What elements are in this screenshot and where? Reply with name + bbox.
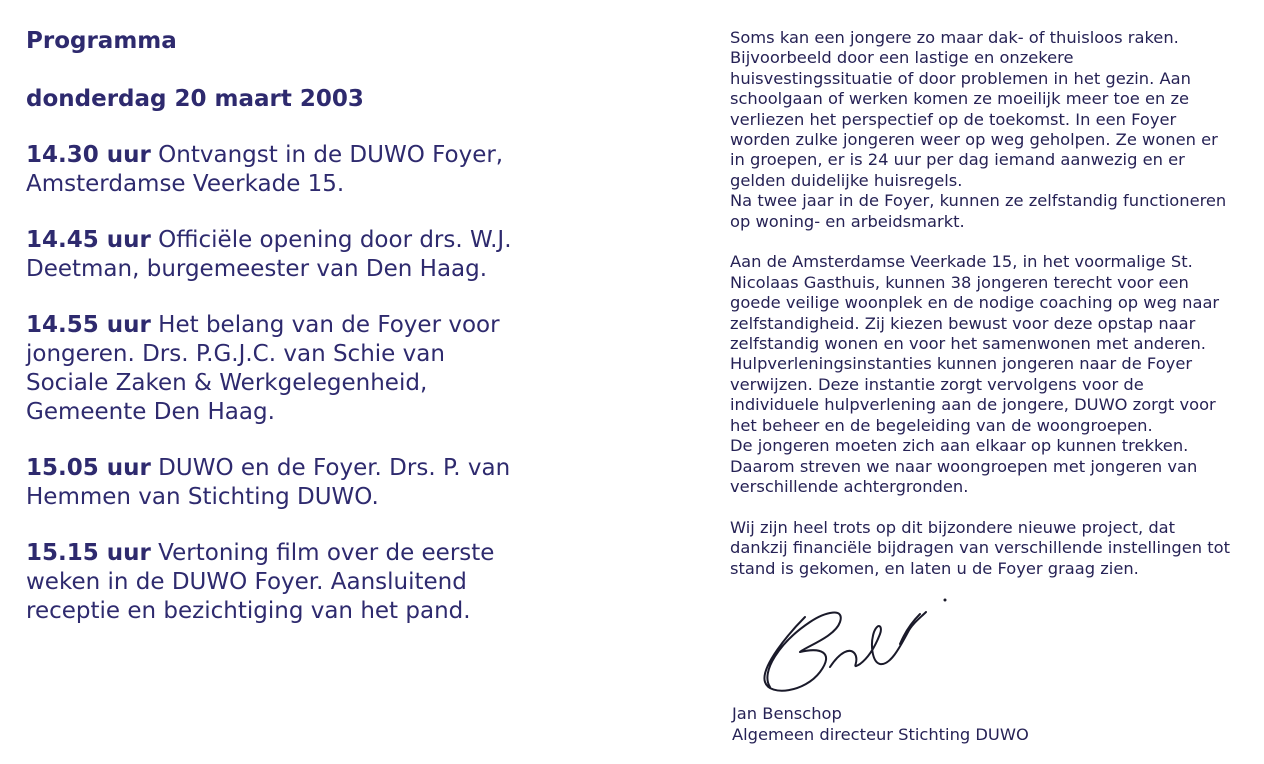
letter-line: goede veilige woonplek en de nodige coaching op weg naar: [730, 293, 1220, 313]
program-item-line: [26, 141, 626, 170]
letter-line: Bijvoorbeeld door een lastige en onzekere: [730, 48, 1074, 68]
program-item-line: [26, 454, 626, 483]
program-item: [26, 454, 626, 512]
program-item-text: Het belang van de Foyer voor: [158, 312, 500, 338]
program-item-time: 15.05 uur: [26, 455, 151, 481]
letter-line: verwijzen. Deze instantie zorgt vervolgens voor de: [730, 374, 1144, 394]
program-item-text: Sociale Zaken & Werkgelegenheid,: [26, 370, 428, 396]
letter-line: verliezen het perspectief op de toekomst. In een Foyer: [730, 109, 1177, 129]
program-item-text: Amsterdamse Veerkade 15.: [26, 171, 345, 197]
letter-line: zelfstandigheid. Zij kiezen bewust voor deze opstap naar: [730, 313, 1196, 333]
program-item: [26, 141, 626, 199]
letter-line: Soms kan een jongere zo maar dak- of thuisloos raken.: [730, 28, 1179, 47]
letter-paragraph: [730, 252, 1255, 497]
letter-line: het beheer en de begeleiding van de woongroepen.: [730, 415, 1153, 435]
program-item-text: receptie en bezichtiging van het pand.: [26, 598, 471, 624]
program-item-text: Vertoning film over de eerste: [158, 540, 495, 566]
program-item-line: [26, 398, 626, 427]
program-title: Programma: [26, 28, 177, 54]
letter-line: dankzij financiële bijdragen van verschillende instellingen tot: [730, 538, 1230, 558]
program-item-text: Deetman, burgemeester van Den Haag.: [26, 256, 488, 282]
program-item-line: [26, 340, 626, 369]
program-item-text: jongeren. Drs. P.G.J.C. van Schie van: [26, 341, 445, 367]
program-item-text: Officiële opening door drs. W.J.: [158, 227, 512, 253]
letter-line: huisvestingssituatie of door problemen in het gezin. Aan: [730, 68, 1191, 88]
program-item-line: [26, 226, 626, 255]
letter-line: individuele hulpverlening aan de jongere, DUWO zorgt voor: [730, 395, 1216, 415]
signer-name: Jan Benschop: [732, 704, 842, 723]
program-column: [26, 26, 626, 626]
letter-body: [730, 28, 1255, 579]
program-item-line: [26, 255, 626, 284]
program-item-text: Hemmen van Stichting DUWO.: [26, 484, 379, 510]
letter-column: [730, 28, 1255, 599]
letter-line: worden zulke jongeren weer op weg geholpen. Ze wonen er: [730, 130, 1218, 150]
signer-title: Algemeen directeur Stichting DUWO: [732, 725, 1029, 744]
letter-line: zelfstandig wonen en voor het samenwonen met anderen.: [730, 334, 1206, 354]
letter-line: schoolgaan of werken komen ze moeilijk meer toe en ze: [730, 89, 1190, 109]
program-item-line: [26, 369, 626, 398]
letter-line: Na twee jaar in de Foyer, kunnen ze zelfstandig functioneren: [730, 191, 1227, 211]
program-item-time: 14.45 uur: [26, 227, 151, 253]
letter-paragraph: [730, 518, 1255, 579]
signer-block: [732, 703, 1029, 745]
letter-line: De jongeren moeten zich aan elkaar op kunnen trekken.: [730, 436, 1189, 456]
program-item-line: [26, 170, 626, 199]
letter-paragraph: [730, 28, 1255, 232]
program-item-time: 14.55 uur: [26, 312, 151, 338]
program-item: [26, 226, 626, 284]
program-item: [26, 311, 626, 427]
program-item-text: Ontvangst in de DUWO Foyer,: [158, 142, 504, 168]
program-item: [26, 539, 626, 626]
letter-line: stand is gekomen, en laten u de Foyer graag zien.: [730, 558, 1139, 578]
letter-line: op woning- en arbeidsmarkt.: [730, 211, 965, 231]
program-item-time: 15.15 uur: [26, 540, 151, 566]
letter-line: Nicolaas Gasthuis, kunnen 38 jongeren terecht voor een: [730, 272, 1189, 292]
program-item-line: [26, 483, 626, 512]
letter-line: Daarom streven we naar woongroepen met jongeren van: [730, 456, 1198, 476]
handwritten-signature: [750, 592, 950, 702]
letter-line: Hulpverleningsinstanties kunnen jongeren naar de Foyer: [730, 354, 1193, 374]
program-items: [26, 141, 626, 626]
program-item-text: Gemeente Den Haag.: [26, 399, 275, 425]
letter-line: gelden duidelijke huisregels.: [730, 170, 963, 190]
letter-line: Aan de Amsterdamse Veerkade 15, in het voormalige St.: [730, 252, 1193, 272]
program-date: donderdag 20 maart 2003: [26, 86, 364, 112]
program-item-line: [26, 539, 626, 568]
program-item-line: [26, 568, 626, 597]
program-item-time: 14.30 uur: [26, 142, 151, 168]
program-item-line: [26, 311, 626, 340]
program-item-text: weken in de DUWO Foyer. Aansluitend: [26, 569, 467, 595]
program-item-text: DUWO en de Foyer. Drs. P. van: [158, 455, 511, 481]
letter-line: in groepen, er is 24 uur per dag iemand aanwezig en er: [730, 150, 1185, 170]
letter-line: Wij zijn heel trots op dit bijzondere nieuwe project, dat: [730, 517, 1176, 537]
letter-line: verschillende achtergronden.: [730, 476, 969, 496]
program-item-line: [26, 597, 626, 626]
